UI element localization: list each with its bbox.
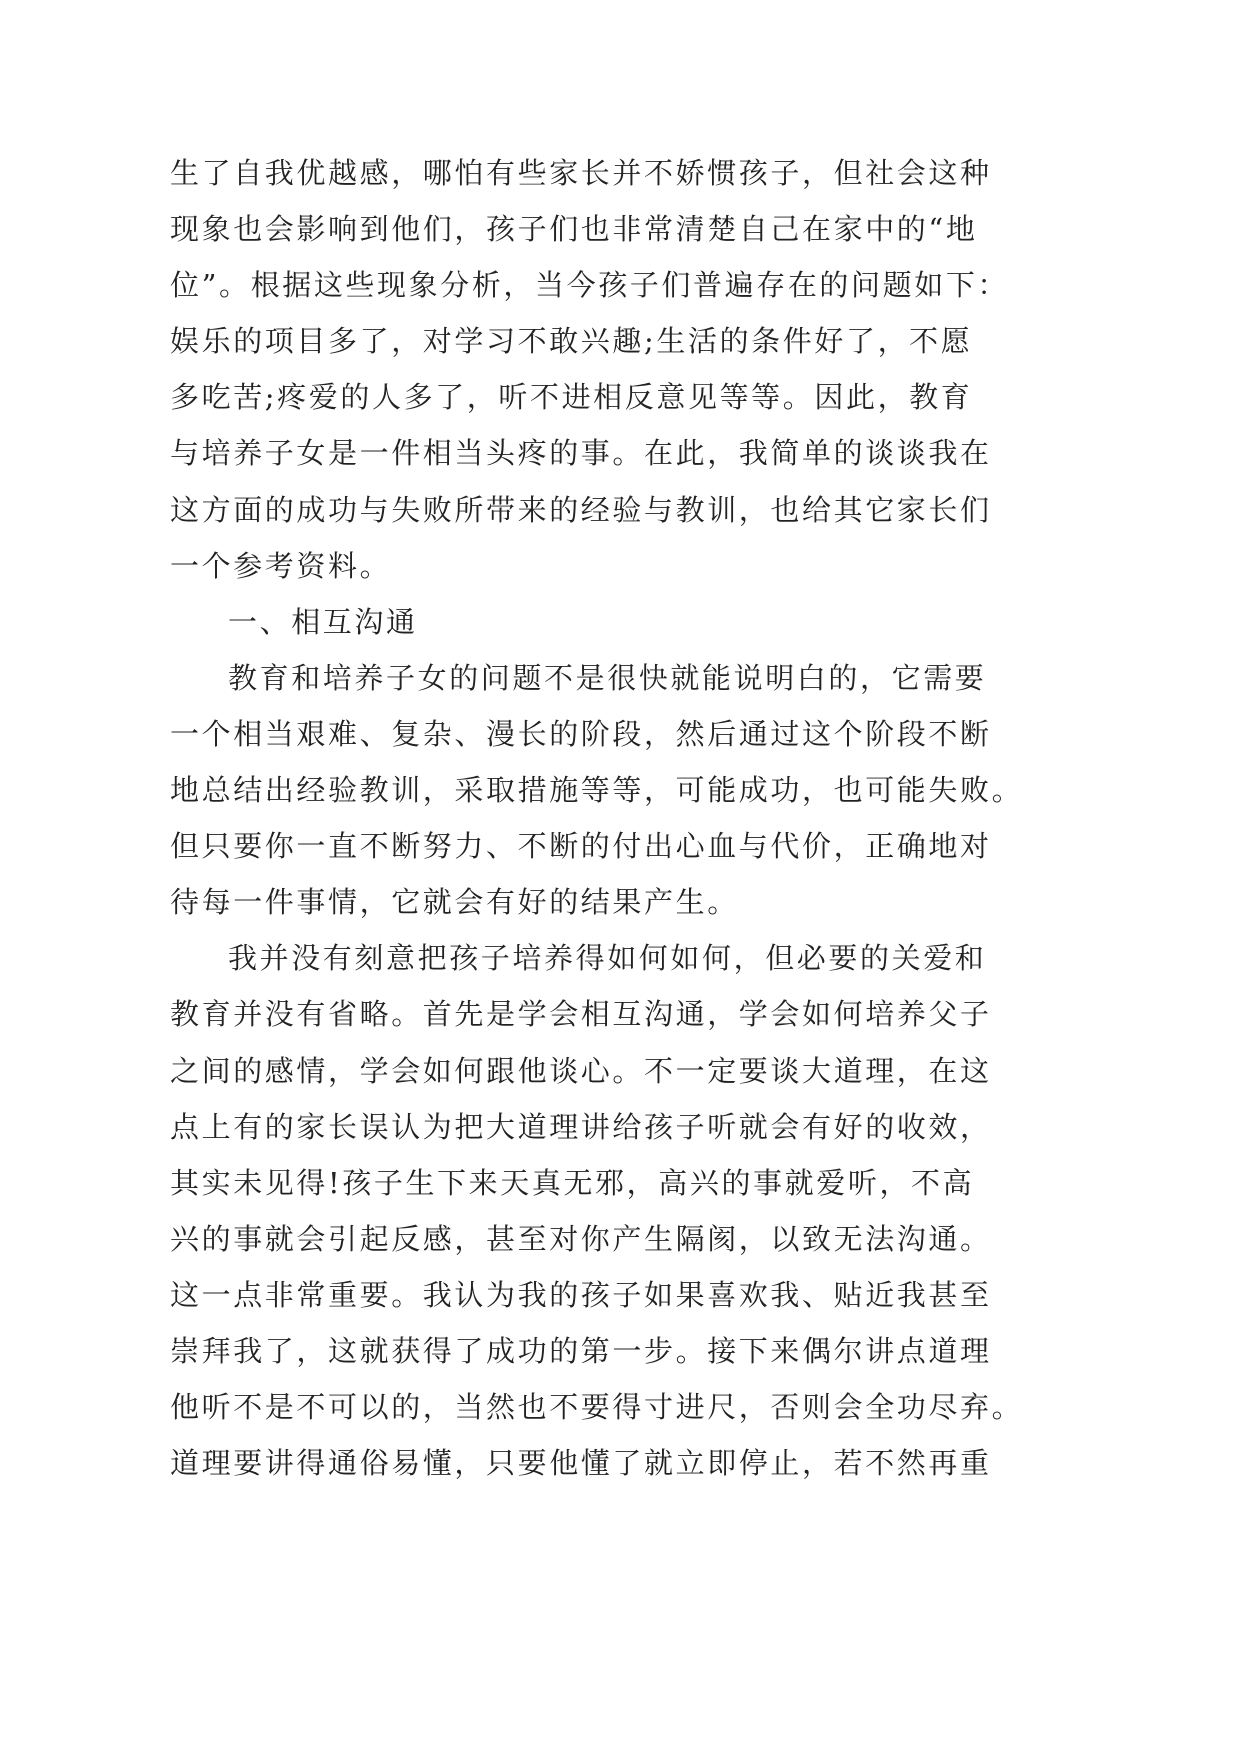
text-line: 位”。根据这些现象分析，当今孩子们普遍存在的问题如下： xyxy=(170,268,1010,303)
text-line: 其实未见得!孩子生下来天真无邪，高兴的事就爱听，不高 xyxy=(170,1165,975,1200)
text-line: 兴的事就会引起反感，甚至对你产生隔阂，以致无法沟通。 xyxy=(170,1221,992,1256)
text-line: 多吃苦;疼爱的人多了，听不进相反意见等等。因此，教育 xyxy=(170,380,973,415)
text-line: 但只要你一直不断努力、不断的付出心血与代价，正确地对 xyxy=(170,829,992,864)
text-line: 这方面的成功与失败所带来的经验与教训，也给其它家长们 xyxy=(170,492,992,527)
text-line: 崇拜我了，这就获得了成功的第一步。接下来偶尔讲点道理 xyxy=(170,1333,992,1368)
text-line: 生了自我优越感，哪怕有些家长并不娇惯孩子，但社会这种 xyxy=(170,156,992,190)
text-line: 一个参考资料。 xyxy=(170,548,392,583)
text-line: 他听不是不可以的，当然也不要得寸进尺，否则会全功尽弃。 xyxy=(170,1390,1024,1425)
text-line: 现象也会影响到他们，孩子们也非常清楚自己在家中的“地 xyxy=(170,212,978,247)
text-line: 教育并没有省略。首先是学会相互沟通，学会如何培养父子 xyxy=(170,997,992,1032)
paragraph-first-line: 教育和培养子女的问题不是很快就能说明白的，它需要 xyxy=(228,660,987,695)
text-line: 道理要讲得通俗易懂，只要他懂了就立即停止，若不然再重 xyxy=(170,1446,992,1481)
text-line: 娱乐的项目多了，对学习不敢兴趣;生活的条件好了，不愿 xyxy=(170,324,973,359)
section-heading: 一、相互沟通 xyxy=(228,604,418,639)
text-line: 一个相当艰难、复杂、漫长的阶段，然后通过这个阶段不断 xyxy=(170,716,992,751)
text-line: 与培养子女是一件相当头疼的事。在此，我简单的谈谈我在 xyxy=(170,436,992,471)
text-line: 点上有的家长误认为把大道理讲给孩子听就会有好的收效， xyxy=(170,1109,992,1144)
text-line: 待每一件事情，它就会有好的结果产生。 xyxy=(170,885,739,920)
text-line: 之间的感情，学会如何跟他谈心。不一定要谈大道理，在这 xyxy=(170,1053,992,1088)
body-text xyxy=(170,145,1024,1491)
text-line: 地总结出经验教训，采取措施等等，可能成功，也可能失败。 xyxy=(170,773,1024,808)
text-line: 这一点非常重要。我认为我的孩子如果喜欢我、贴近我甚至 xyxy=(170,1277,992,1312)
paragraph-first-line: 我并没有刻意把孩子培养得如何如何，但必要的关爱和 xyxy=(228,941,987,976)
